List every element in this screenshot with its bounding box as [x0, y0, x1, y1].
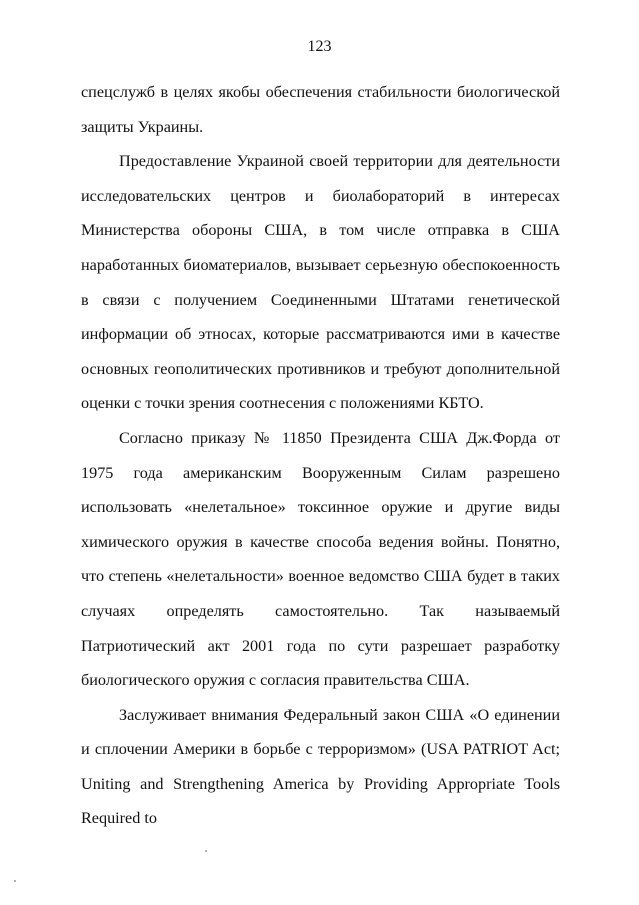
- body-text: [81, 75, 560, 836]
- paragraph-ford-order: Согласно приказу № 11850 Президента США Дж.Форда от 1975 года американским Вооруженным Силам разрешено использовать «нелетальное» токсинное оружие и другие виды химического оружия в качестве способа ведения войны. Понятно, что степень «нелетальности» военное ведомство США будет в таких случаях определять самостоятельно. Так называемый Патриотический акт 2001 года по сути разрешает разработку биологического оружия с согласия правительства США.: [81, 428, 560, 690]
- page-number: 123: [307, 38, 332, 55]
- paragraph-patriot-act: Заслуживает внимания Федеральный закон США «О единении и сплочении Америки в борьбе с терроризмом» (USA PATRIOT Act; Uniting and Strengthening America by Providing Appropriate Tools Required to: [81, 705, 560, 828]
- paragraph-continuation: спецслужб в целях якобы обеспечения стабильности биологической защиты Украины.: [81, 83, 560, 136]
- scan-speck: [205, 850, 207, 852]
- paragraph-biolabs: Предоставление Украиной своей территории для деятельности исследовательских центров и биолабораторий в интересах Министерства обороны США, в том числе отправка в США наработанных биоматериалов, вызывает серьезную обеспокоенность в связи с получением Соединенными Штатами генетической информации об этносах, которые рассматриваются ими в качестве основных геополитических противников и требуют дополнительной оценки с точки зрения соотнесения с положениями КБТО.: [81, 152, 560, 413]
- scan-speck: [14, 880, 16, 882]
